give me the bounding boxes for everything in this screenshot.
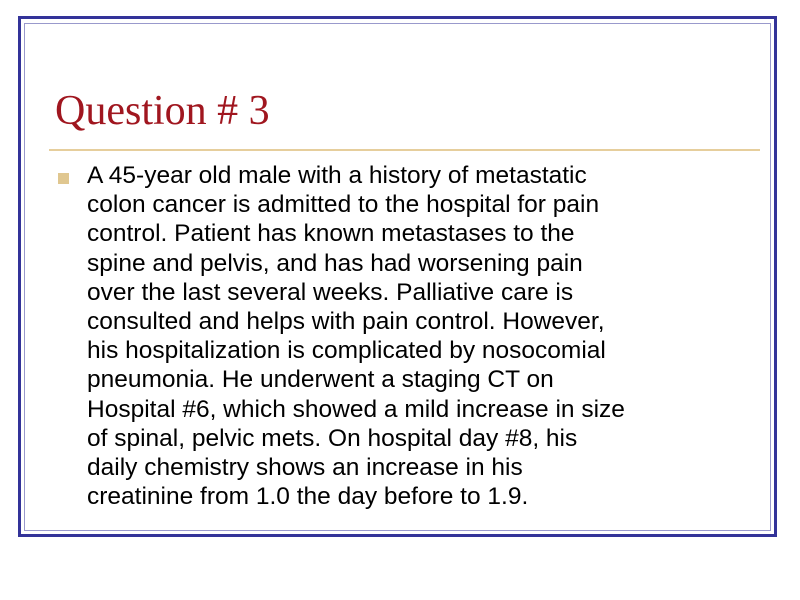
bullet-text-line: control. Patient has known metastases to the [87,220,575,248]
bullet-text-line: consulted and helps with pain control. However, [87,308,605,336]
bullet-text-line: of spinal, pelvic mets. On hospital day #8, his [87,424,578,452]
bullet-text-line: creatinine from 1.0 the day before to 1.9. [87,483,529,511]
bullet-text-line: spine and pelvis, and has had worsening pain [87,249,583,277]
bullet-text-line: daily chemistry shows an increase in his [87,454,523,482]
slide-title: Question # 3 [55,88,270,134]
bullet-text-line: pneumonia. He underwent a staging CT on [87,366,554,394]
bullet-text-line: over the last several weeks. Palliative care is [87,278,574,306]
square-bullet-icon [58,173,69,184]
bullet-text [87,161,757,511]
bullet-text-line: Hospital #6, which showed a mild increase in size [87,395,625,423]
bullet-text-line: A 45-year old male with a history of metastatic [87,162,587,189]
title-divider [49,149,760,151]
bullet-text-line: colon cancer is admitted to the hospital for pain [87,191,600,219]
bullet-text-line: his hospitalization is complicated by nosocomial [87,337,606,365]
